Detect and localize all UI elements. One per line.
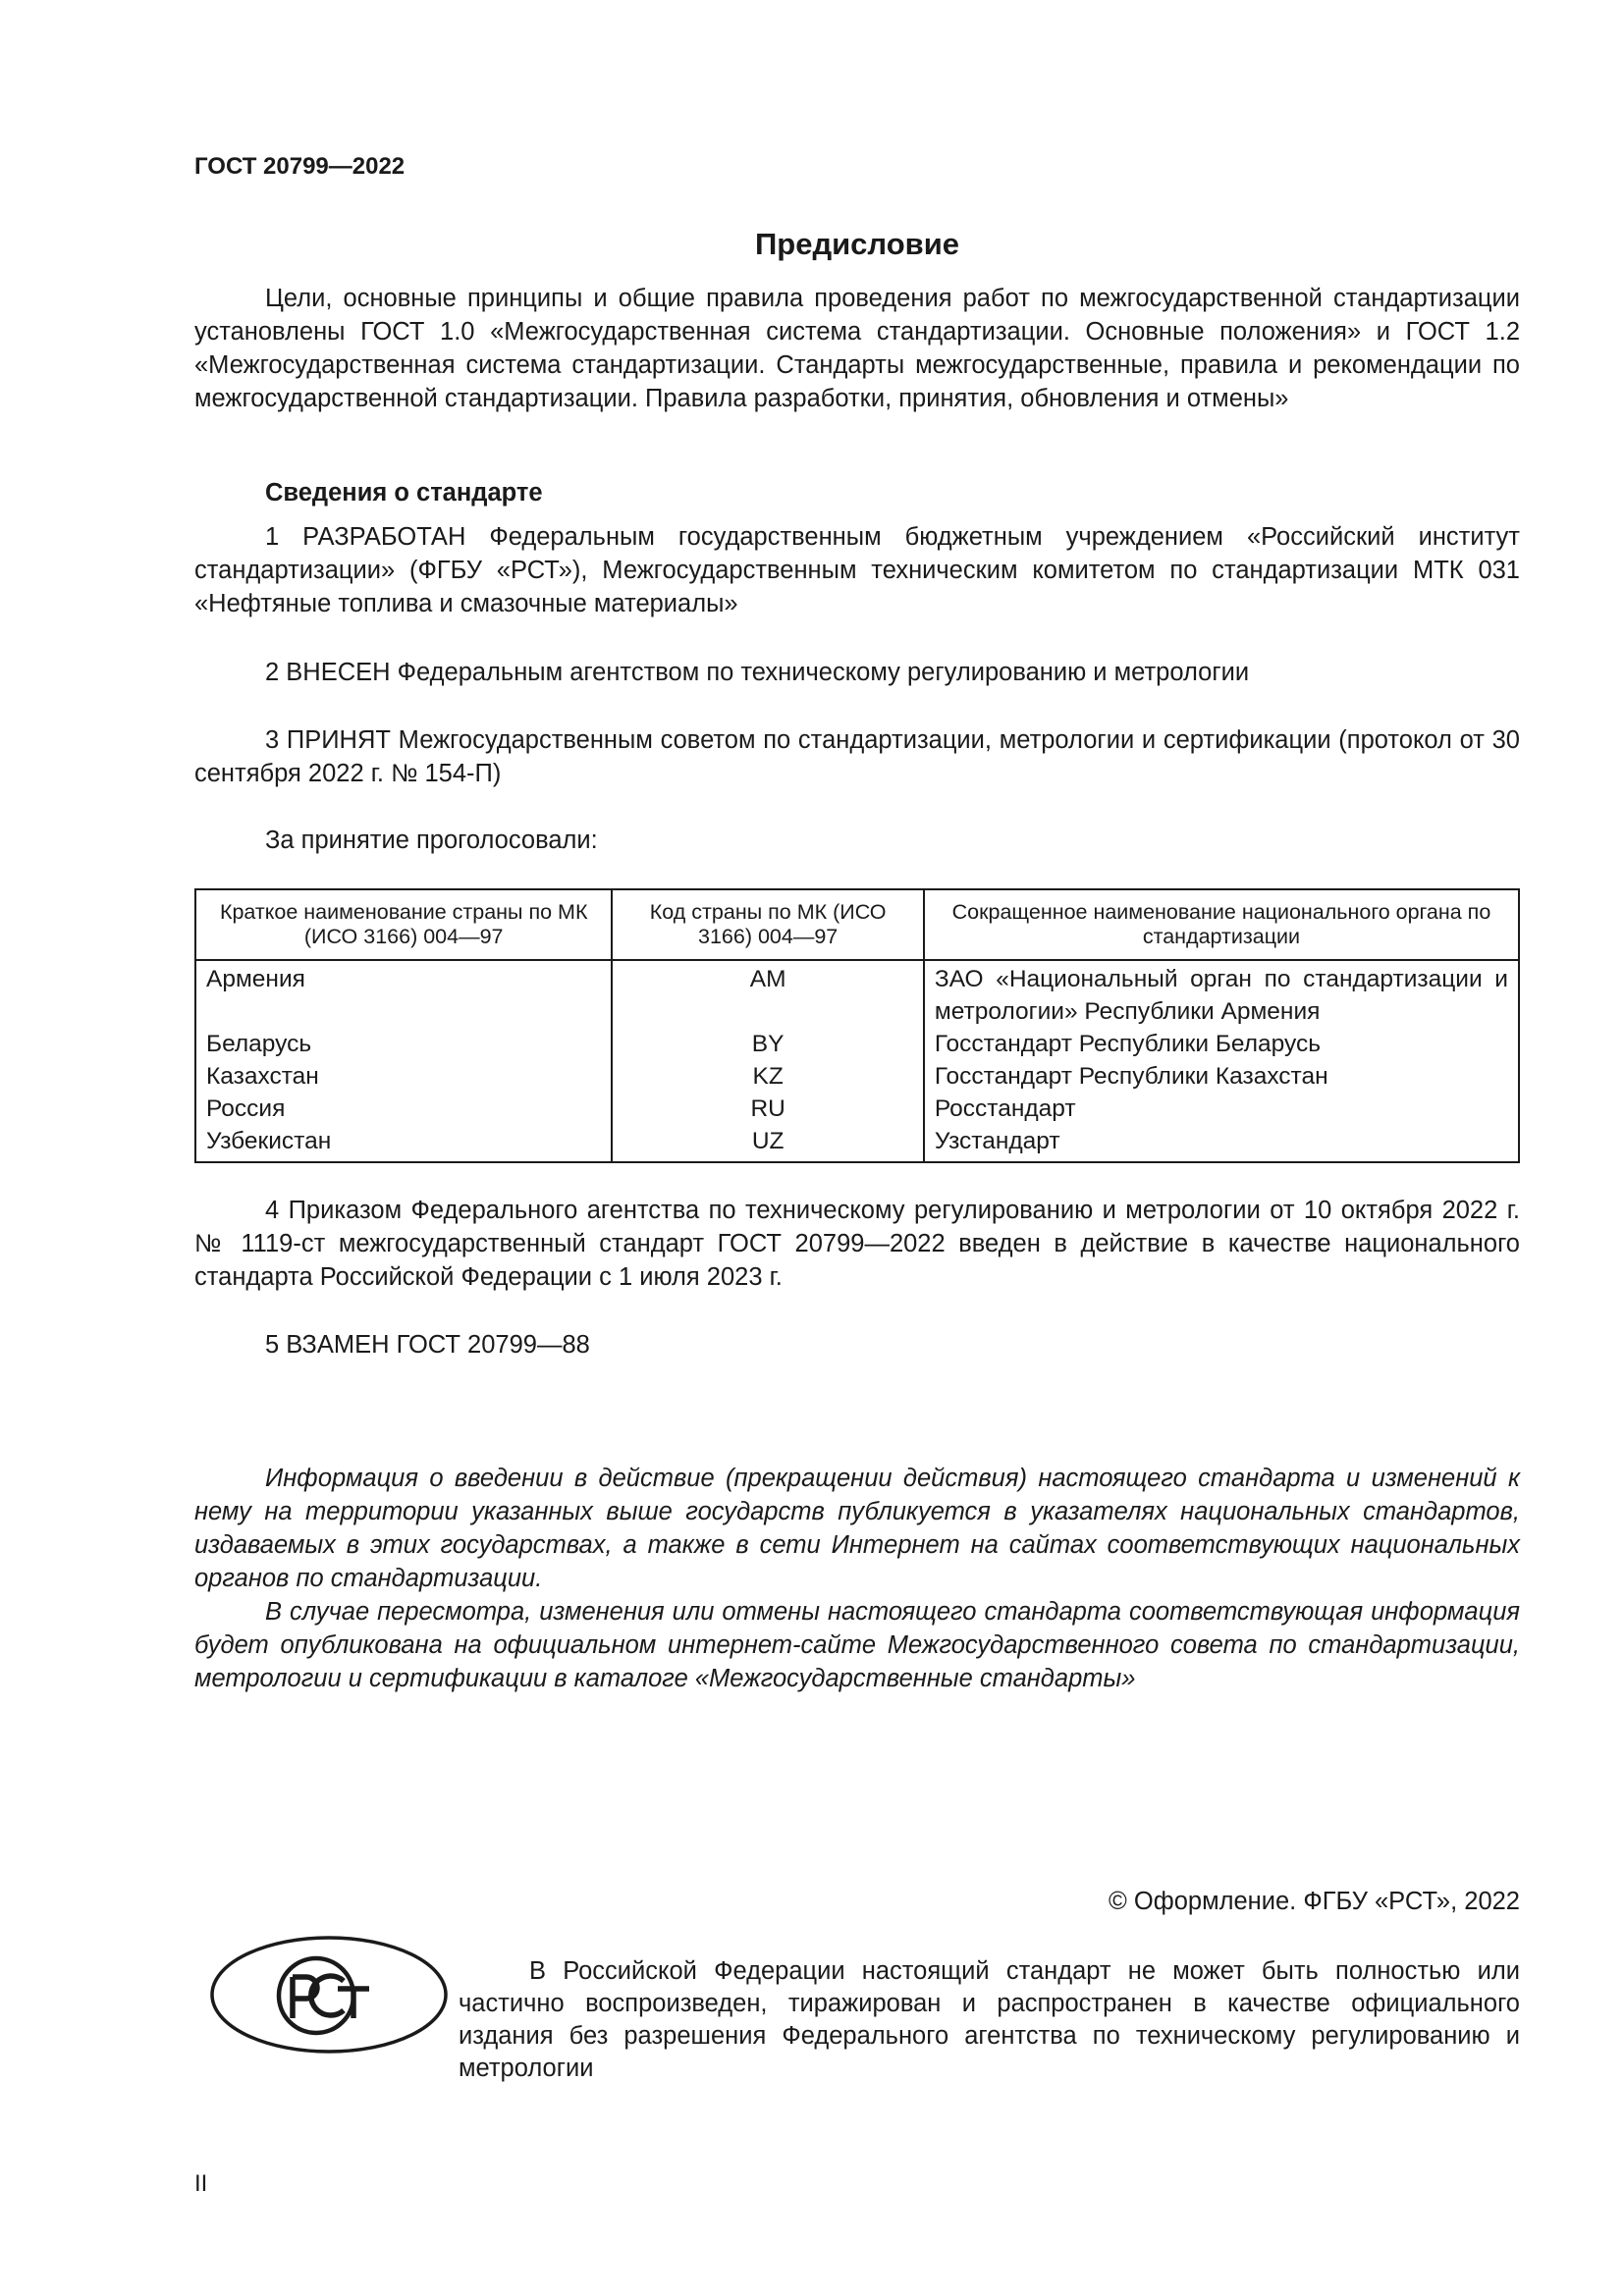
table-row xyxy=(195,960,1519,1028)
code-cell: UZ xyxy=(612,1125,923,1162)
code-cell: RU xyxy=(612,1093,923,1125)
organ-cell: Узстандарт xyxy=(924,1125,1519,1162)
item-adopted: 3 ПРИНЯТ Межгосударственным советом по стандартизации, метрологии и сертификации (протокол от 30 сентября 2022 г. № 154-П) xyxy=(194,726,1520,787)
table-row xyxy=(195,1125,1519,1162)
voted-label: За принятие проголосовали: xyxy=(265,827,598,854)
info-heading: Сведения о стандарте xyxy=(265,479,543,507)
country-cell: Узбекистан xyxy=(195,1125,612,1162)
country-cell: Армения xyxy=(195,960,612,1028)
column-header-organ: Сокращенное наименование национального органа по стандартизации xyxy=(924,889,1519,960)
document-code: ГОСТ 20799—2022 xyxy=(194,153,406,180)
logo-text: РСТ xyxy=(208,1934,210,1935)
code-cell: AM xyxy=(612,960,923,1028)
page-number: II xyxy=(194,2170,208,2197)
column-header-code: Код страны по МК (ИСО 3166) 004—97 xyxy=(612,889,923,960)
item-introduced: 2 ВНЕСЕН Федеральным агентством по техническому регулированию и метрологии xyxy=(265,659,1250,686)
code-cell: KZ xyxy=(612,1060,923,1093)
country-cell: Россия xyxy=(195,1093,612,1125)
table-header-row xyxy=(195,889,1519,960)
page-title: Предисловие xyxy=(754,227,959,261)
notice-paragraph-1: Информация о введении в действие (прекращении действия) настоящего стандарта и изменений к нему на территории указанных выше государств публикуется в указателях национальных стандартов, издаваемых в этих государствах, а также в сети Интернет на сайтах соответствующих национальных органов по стандартизации. xyxy=(194,1465,1520,1592)
organ-cell: ЗАО «Национальный орган по стандартизации и метрологии» Республики Армения xyxy=(924,960,1519,1028)
pct-certification-mark-icon xyxy=(208,1934,450,2056)
item-order: 4 Приказом Федерального агентства по техническому регулированию и метрологии от 10 октября 2022 г. № 1119-ст межгосударственный стандарт ГОСТ 20799—2022 введен в действие в качестве национального стандарта Российской Федерации с 1 июля 2023 г. xyxy=(194,1197,1520,1291)
notice-paragraph-2: В случае пересмотра, изменения или отмены настоящего стандарта соответствующая информация будет опубликована на официальном интернет-сайте Межгосударственного совета по стандартизации, метрологии и сертификации в каталоге «Межгосударственные стандарты» xyxy=(194,1598,1520,1692)
intro-paragraph: Цели, основные принципы и общие правила проведения работ по межгосударственной стандартизации установлены ГОСТ 1.0 «Межгосударственная система стандартизации. Основные положения» и ГОСТ 1.2 «Межгосударственная система стандартизации. Стандарты межгосударственные, правила и рекомендации по межгосударственной стандартизации. Правила разработки, принятия, обновления и отмены» xyxy=(194,285,1520,412)
rights-notice: В Российской Федерации настоящий стандарт не может быть полностью или частично воспроизведен, тиражирован и распространен в качестве официального издания без разрешения Федерального агентства по техническому регулированию и метрологии xyxy=(459,1957,1520,2082)
copyright-line: © Оформление. ФГБУ «РСТ», 2022 xyxy=(1109,1888,1520,1915)
item-developed: 1 РАЗРАБОТАН Федеральным государственным бюджетным учреждением «Российский институт стандартизации» (ФГБУ «РСТ»), Межгосударственным техническим комитетом по стандартизации МТК 031 «Нефтяные топлива и смазочные материалы» xyxy=(194,523,1520,617)
code-cell: BY xyxy=(612,1028,923,1060)
table-row xyxy=(195,1060,1519,1093)
country-cell: Беларусь xyxy=(195,1028,612,1060)
country-cell: Казахстан xyxy=(195,1060,612,1093)
organ-cell: Госстандарт Республики Казахстан xyxy=(924,1060,1519,1093)
organ-cell: Госстандарт Республики Беларусь xyxy=(924,1028,1519,1060)
voting-table xyxy=(194,888,1520,1163)
organ-cell: Росстандарт xyxy=(924,1093,1519,1125)
column-header-country: Краткое наименование страны по МК (ИСО 3166) 004—97 xyxy=(195,889,612,960)
table-row xyxy=(195,1093,1519,1125)
table-row xyxy=(195,1028,1519,1060)
item-replaces: 5 ВЗАМЕН ГОСТ 20799—88 xyxy=(265,1331,590,1359)
